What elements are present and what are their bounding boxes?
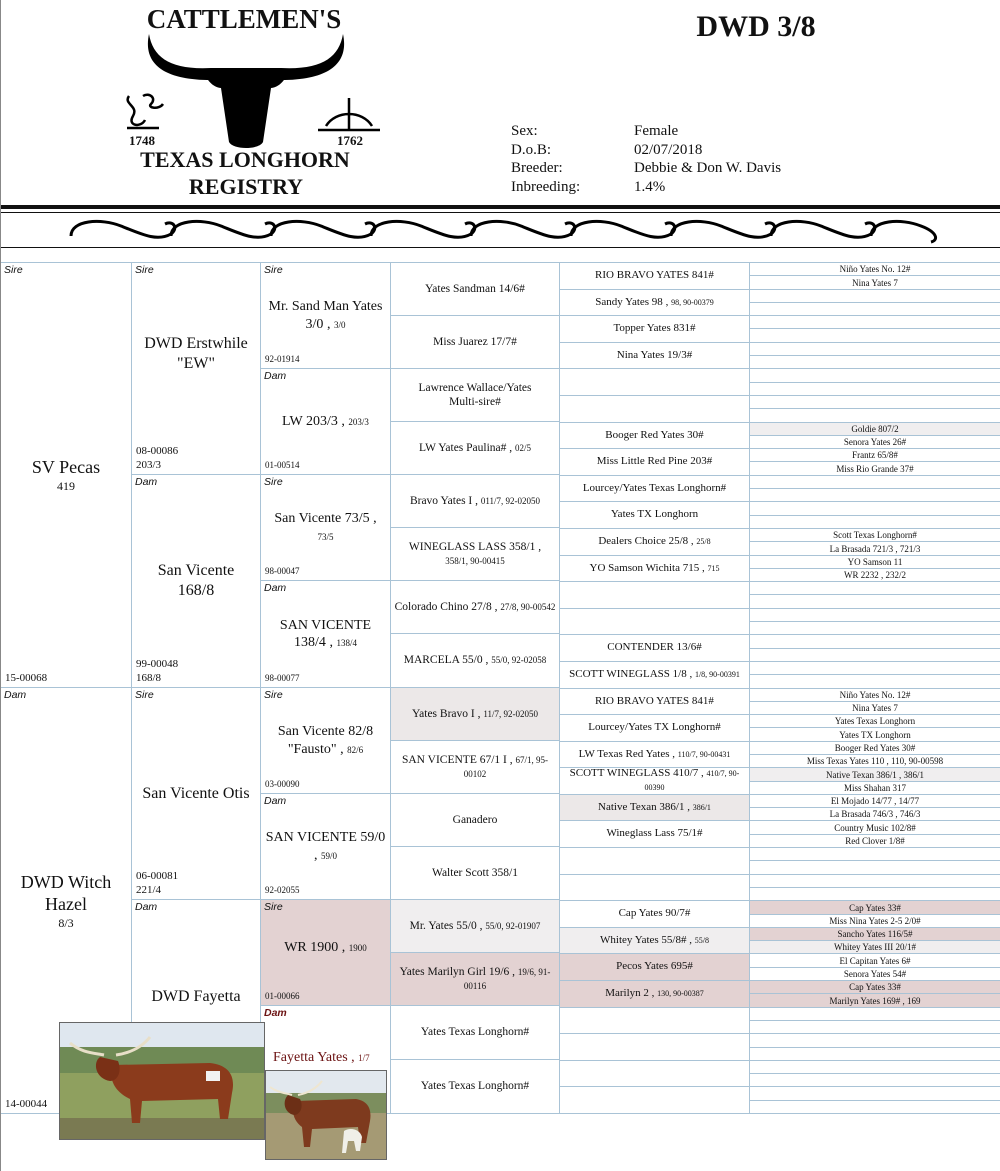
gen5-cell: Topper Yates 831#: [560, 316, 750, 343]
gen4-cell: Yates Sandman 14/6#: [391, 263, 560, 316]
sire-sub: 419: [57, 478, 75, 493]
dam-tag: Dam: [4, 689, 27, 701]
sex-value: Female: [634, 123, 679, 139]
gen5-cell: [560, 1087, 750, 1114]
gen6-cell: Marilyn Yates 169# , 169: [750, 994, 1000, 1008]
gen6-cell: [750, 396, 1000, 409]
gen6-cell: [750, 635, 1000, 649]
gen5-cell: Yates TX Longhorn: [560, 502, 750, 529]
gen6-cell: Nina Yates 7: [750, 702, 1000, 715]
gen6-cell: Native Texan 386/1 , 386/1: [750, 768, 1000, 782]
dob-label: D.o.B:: [511, 141, 552, 158]
gen4-cell: Bravo Yates I , 011/7, 92-02050: [391, 475, 560, 528]
gen3-cell: Sire San Vicente 73/5 , 73/5 98-00047: [261, 475, 391, 581]
gen5-cell: [560, 582, 750, 609]
gen6-cell: Red Clover 1/8#: [750, 835, 1000, 848]
logo-line3: REGISTRY: [188, 174, 304, 199]
gen4-cell: Yates Texas Longhorn#: [391, 1060, 560, 1114]
gen4-cell: Ganadero: [391, 794, 560, 847]
gen6-cell: [750, 383, 1000, 396]
dam-sub: 8/3: [58, 915, 74, 930]
cow-photo-large: [59, 1022, 265, 1140]
gen6-cell: Scott Texas Longhorn#: [750, 529, 1000, 542]
gen6-cell: [750, 649, 1000, 662]
gen3-cell: Dam SAN VICENTE 59/0 , 59/0 92-02055: [261, 794, 391, 900]
gen6-cell: WR 2232 , 232/2: [750, 569, 1000, 582]
gen6-cell: Country Music 102/8#: [750, 821, 1000, 835]
gen6-cell: [750, 343, 1000, 356]
inbreeding-label: Inbreeding:: [511, 178, 581, 195]
gen5-cell: Miss Little Red Pine 203#: [560, 449, 750, 476]
gen4-cell: Yates Bravo I , 11/7, 92-02050: [391, 688, 560, 741]
inbreeding-value: 1.4%: [634, 178, 666, 195]
gen6-cell: [750, 489, 1000, 502]
gen6-cell: Yates TX Longhorn: [750, 728, 1000, 742]
gen4-cell: WINEGLASS LASS 358/1 , 358/1, 90-00415: [391, 528, 560, 581]
gen6-cell: [750, 290, 1000, 303]
gen5-cell: [560, 875, 750, 901]
gen2-cell: Dam DWD Fayetta: [132, 900, 261, 1114]
gen6-cell: [750, 582, 1000, 595]
gen6-cell: [750, 1008, 1000, 1021]
gen5-cell: LW Texas Red Yates , 110/7, 90-00431: [560, 742, 750, 768]
gen5-cell: Lourcey/Yates Texas Longhorn#: [560, 476, 750, 502]
sire-name: SV Pecas: [31, 457, 101, 478]
gen6-cell: [750, 848, 1000, 861]
gen5-cell: Marilyn 2 , 130, 90-00387: [560, 981, 750, 1008]
right-brand-icon: [316, 96, 382, 136]
gen6-cell: [750, 316, 1000, 329]
gen6-cell: [750, 1048, 1000, 1061]
gen2-cell: Dam San Vicente 168/8 99-00048 168/8: [132, 475, 261, 688]
gen4-cell: Walter Scott 358/1: [391, 847, 560, 900]
gen5-cell: [560, 396, 750, 423]
gen5-cell: [560, 1061, 750, 1087]
logo-line2: TEXAS LONGHORN: [140, 147, 350, 172]
gen5-cell: RIO BRAVO YATES 841#: [560, 263, 750, 290]
gen6-cell: Cap Yates 33#: [750, 981, 1000, 994]
gen6-cell: Miss Shahan 317: [750, 782, 1000, 795]
gen6-cell: [750, 609, 1000, 622]
gen2-cell: Sire San Vicente Otis 06-00081 221/4: [132, 688, 261, 900]
gen5-cell: [560, 369, 750, 396]
sex-label: Sex:: [511, 123, 538, 139]
gen6-cell: [750, 1034, 1000, 1048]
gen5-cell: SCOTT WINEGLASS 410/7 , 410/7, 90-00390: [560, 768, 750, 795]
gen6-cell: Whitey Yates III 20/1#: [750, 941, 1000, 954]
animal-title: DWD 3/8: [696, 10, 816, 43]
gen6-cell: [750, 1021, 1000, 1034]
gen6-cell: [750, 303, 1000, 316]
gen6-cell: Nina Yates 7: [750, 276, 1000, 290]
gen4-cell: Lawrence Wallace/Yates Multi-sire#: [391, 369, 560, 422]
gen5-cell: [560, 609, 750, 635]
gen3-cell: Dam SAN VICENTE 138/4 , 138/4 98-00077: [261, 581, 391, 688]
gen6-cell: Yates Texas Longhorn: [750, 715, 1000, 728]
gen5-cell: Sandy Yates 98 , 98, 90-00379: [560, 290, 750, 316]
gen5-cell: [560, 1034, 750, 1061]
gen5-cell: Dealers Choice 25/8 , 25/8: [560, 529, 750, 556]
gen6-cell: [750, 476, 1000, 489]
gen6-cell: [750, 1087, 1000, 1101]
gen6-cell: [750, 516, 1000, 529]
gen3-cell: Sire Mr. Sand Man Yates 3/0 , 3/0 92-01914: [261, 263, 391, 369]
info-labels: [511, 122, 631, 196]
gen3-cell: Sire San Vicente 82/8 "Fausto" , 82/6 03-00090: [261, 688, 391, 794]
animal-reg: 14-00044: [5, 1098, 48, 1110]
gen6-cell: [750, 356, 1000, 369]
sire-tag: Sire: [4, 264, 23, 276]
gen3-cell: Sire WR 1900 , 1900 01-00066: [261, 900, 391, 1006]
gen4-cell: SAN VICENTE 67/1 I , 67/1, 95-00102: [391, 741, 560, 794]
gen5-cell: [560, 848, 750, 875]
gen6-cell: La Brasada 721/3 , 721/3: [750, 542, 1000, 556]
gen2-name: San Vicente Otis: [142, 784, 250, 802]
gen5-cell: Wineglass Lass 75/1#: [560, 821, 750, 848]
gen6-cell: El Mojado 14/77 , 14/77: [750, 795, 1000, 808]
gen4-cell: Yates Marilyn Girl 19/6 , 19/6, 91-00116: [391, 953, 560, 1006]
gen4-cell: LW Yates Paulina# , 02/5: [391, 422, 560, 475]
logo-line1: CATTLEMEN'S: [146, 4, 342, 34]
gen6-cell: Miss Texas Yates 110 , 110, 90-00598: [750, 755, 1000, 768]
gen6-cell: Miss Rio Grande 37#: [750, 462, 1000, 476]
gen5-cell: YO Samson Wichita 715 , 715: [560, 556, 750, 582]
gen6-cell: [750, 622, 1000, 635]
gen2-name: DWD Erstwhile "EW": [144, 334, 248, 372]
left-brand-icon: [119, 88, 167, 136]
gen6-cell: Frantz 65/8#: [750, 449, 1000, 462]
gen6-cell: Senora Yates 54#: [750, 968, 1000, 981]
gen5-cell: Whitey Yates 55/8# , 55/8: [560, 928, 750, 954]
gen3-cell: Dam Fayetta Yates , 1/7: [261, 1006, 391, 1114]
sire-cell: [1, 263, 132, 688]
gen6-cell: La Brasada 746/3 , 746/3: [750, 808, 1000, 821]
gen6-cell: [750, 1074, 1000, 1087]
gen5-cell: Nina Yates 19/3#: [560, 343, 750, 369]
breeder-label: Breeder:: [511, 160, 563, 176]
gen5-cell: Pecos Yates 695#: [560, 954, 750, 981]
gen4-cell: MARCELA 55/0 , 55/0, 92-02058: [391, 634, 560, 688]
gen4-cell: Miss Juarez 17/7#: [391, 316, 560, 369]
gen6-cell: [750, 409, 1000, 423]
gen5-cell: CONTENDER 13/6#: [560, 635, 750, 662]
gen6-cell: [750, 888, 1000, 901]
gen6-cell: Niño Yates No. 12#: [750, 689, 1000, 702]
gen5-cell: SCOTT WINEGLASS 1/8 , 1/8, 90-00391: [560, 662, 750, 689]
gen6-cell: [750, 875, 1000, 888]
gen6-cell: [750, 662, 1000, 675]
breeder-value: Debbie & Don W. Davis: [634, 160, 782, 176]
dob-value: 02/07/2018: [634, 141, 703, 158]
gen6-cell: Goldie 807/2: [750, 423, 1000, 436]
gen6-cell: [750, 329, 1000, 343]
sire-reg: 15-00068: [5, 672, 48, 684]
gen5-cell: RIO BRAVO YATES 841#: [560, 689, 750, 715]
gen6-cell: Niño Yates No. 12#: [750, 263, 1000, 276]
logo-year-left: 1748: [129, 133, 155, 148]
gen5-cell: [560, 1008, 750, 1034]
gen2-cell: Sire DWD Erstwhile "EW" 08-00086 203/3: [132, 263, 261, 475]
gen6-cell: [750, 502, 1000, 516]
gen6-cell: Senora Yates 26#: [750, 436, 1000, 449]
gen5-cell: Native Texan 386/1 , 386/1: [560, 795, 750, 821]
gen5-cell: Booger Red Yates 30#: [560, 423, 750, 449]
dam-name: DWD Witch Hazel: [20, 871, 112, 914]
gen2-name: DWD Fayetta: [151, 987, 241, 1005]
gen6-cell: Cap Yates 33#: [750, 901, 1000, 915]
gen4-cell: Colorado Chino 27/8 , 27/8, 90-00542: [391, 581, 560, 634]
gen6-cell: YO Samson 11: [750, 556, 1000, 569]
gen4-cell: Yates Texas Longhorn#: [391, 1006, 560, 1060]
cow-photo-small: [265, 1070, 387, 1160]
gen6-cell: Sancho Yates 116/5#: [750, 928, 1000, 941]
gen6-cell: El Capitan Yates 6#: [750, 954, 1000, 968]
gen6-cell: Booger Red Yates 30#: [750, 742, 1000, 755]
logo-year-right: 1762: [337, 133, 363, 148]
gen6-cell: [750, 1061, 1000, 1074]
info-values: [634, 122, 854, 196]
gen2-name: San Vicente 168/8: [157, 562, 235, 599]
gen6-cell: [750, 595, 1000, 609]
gen6-cell: Miss Nina Yates 2-5 2/0#: [750, 915, 1000, 928]
pedigree-grid: [1, 262, 1000, 1114]
gen6-cell: [750, 1101, 1000, 1114]
gen6-cell: [750, 369, 1000, 383]
gen5-cell: Cap Yates 90/7#: [560, 901, 750, 928]
top-rule-thick: [1, 205, 1000, 209]
gen3-cell: Dam LW 203/3 , 203/3 01-00514: [261, 369, 391, 475]
gen6-cell: [750, 675, 1000, 689]
gen4-cell: Mr. Yates 55/0 , 55/0, 92-01907: [391, 900, 560, 953]
gen5-cell: Lourcey/Yates TX Longhorn#: [560, 715, 750, 742]
gen6-cell: [750, 861, 1000, 875]
